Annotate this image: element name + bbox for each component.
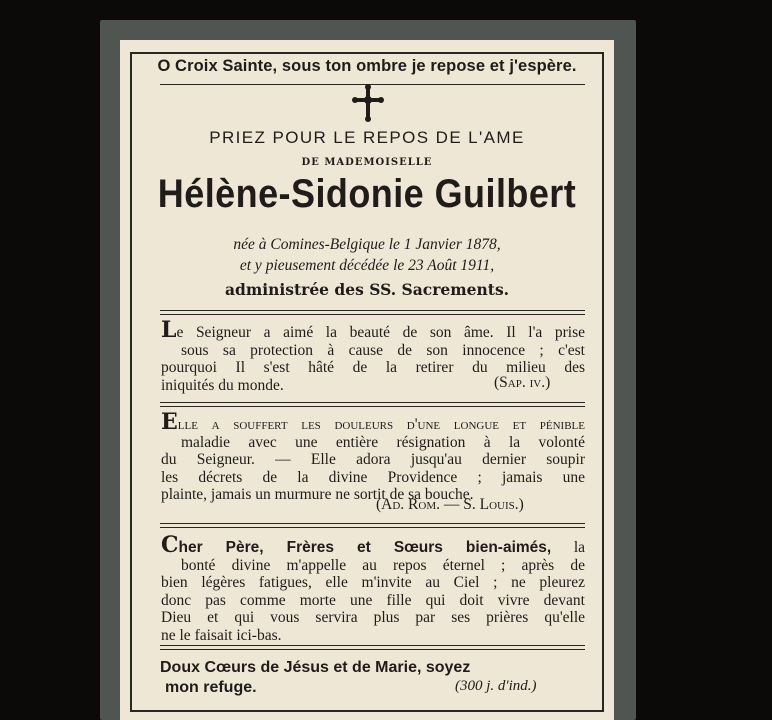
drop-cap: E	[161, 409, 178, 435]
invocation-line-2: mon refuge.	[165, 679, 257, 696]
paragraph-line: Dieu et qui vous servira plus par ses prières qu'elle	[161, 609, 585, 627]
paragraph-line: bonté divine m'appelle au repos éternel ; après de	[181, 556, 585, 574]
closing-invocation	[160, 659, 586, 677]
paragraph-line: e Seigneur a aimé la beauté de son âme. Il l'a prise	[176, 324, 585, 341]
paragraph-line: plainte, jamais un murmure ne sortit de sa bouche.	[161, 486, 474, 504]
invocation-line: Doux Cœurs de Jésus et de Marie, soyez	[160, 659, 471, 676]
paragraph-line: la	[573, 539, 585, 556]
prayer-heading: PRIEZ POUR LE REPOS DE L'AME	[209, 128, 525, 147]
paragraph-2	[161, 409, 585, 504]
paragraph-opening: her Père, Frères et Sœurs bien-aimés,	[178, 539, 552, 556]
death-line: et y pieusement décédée le 23 Août 1911,	[239, 257, 495, 274]
paragraph-line: donc pas comme morte une fille qui doit vivre devant	[161, 591, 585, 609]
paragraph-3	[161, 532, 585, 645]
paragraph-line: iniquités du monde.	[161, 376, 284, 394]
deceased-name: Hélène-Sidonie Guilbert	[157, 172, 577, 216]
paragraph-line: maladie avec une entière résignation à la volonté	[181, 433, 585, 451]
paragraph-line: du Seigneur. — Elle adora jusqu'au dernier soupir	[161, 451, 585, 469]
indulgence-note: (300 j. d'ind.)	[455, 678, 537, 694]
paragraph-line: les décrets de la divine Providence ; jamais une	[161, 468, 585, 486]
title-line: DE MADEMOISELLE	[301, 157, 433, 168]
divider	[160, 402, 585, 407]
divider	[160, 310, 585, 315]
motto-text: O Croix Sainte, sous ton ombre je repose et j'espère.	[157, 57, 577, 75]
reference-1: (Sap. iv.)	[494, 374, 551, 391]
paragraph-line: sous sa protection à cause de son innocence ; c'est	[181, 341, 585, 359]
paragraph-line: bien légères fatigues, elle m'invite au Ciel ; ne pleurez	[161, 574, 585, 592]
ornate-cross-icon	[352, 84, 384, 122]
paragraph-line: pourquoi Il s'est hâté de la retirer du milieu des	[161, 359, 585, 377]
drop-cap: C	[161, 532, 179, 558]
divider	[160, 645, 585, 650]
paragraph-line: lle a souffert les douleurs d'une longue et pénible	[177, 416, 585, 433]
birth-line: née à Comines-Belgique le 1 Janvier 1878,	[233, 236, 501, 253]
reference-2: (Ad. Rom. — S. Louis.)	[376, 496, 524, 513]
paragraph-line: ne le faisait ici-bas.	[161, 626, 282, 644]
divider	[160, 523, 585, 528]
drop-cap: L	[161, 317, 177, 343]
sacraments-line: administrée des SS. Sacrements.	[224, 280, 510, 299]
